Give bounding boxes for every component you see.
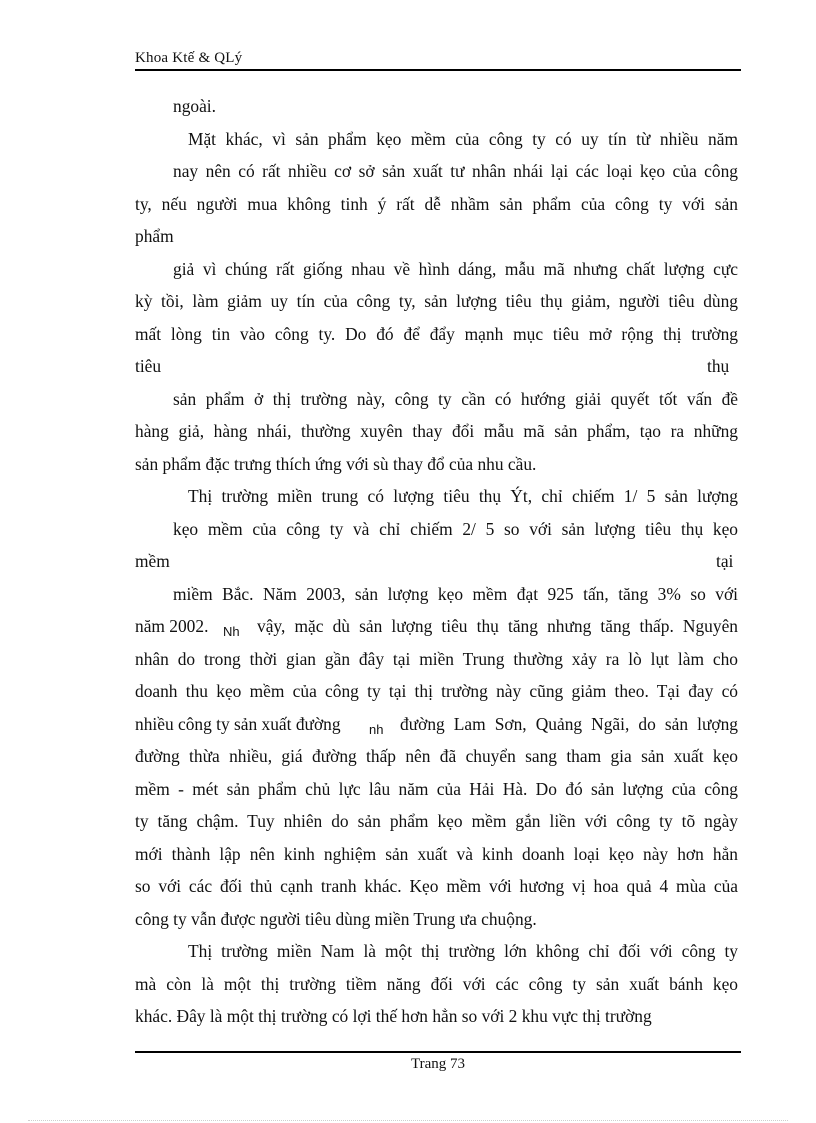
text-line: ngoài. [173,96,216,116]
text-line: khác. Đây là một thị trường có lợi thế hơn hẳn so với 2 khu vực thị trường [135,1006,652,1026]
text-line: công ty vẫn được người tiêu dùng miền Trung ưa chuộng. [135,909,537,929]
text-line: miềm Bắc. Năm 2003, sản lượng kẹo mềm đạt 925 tấn, tăng 3% so với [173,584,738,604]
header-title: Khoa Ktế & QLý [135,50,243,66]
header-divider [135,69,741,71]
text-line: giả vì chúng rất giống nhau về hình dáng, mẫu mã nhưng chất lượng cực [173,259,738,279]
text-line: năm 2002. [135,616,209,636]
text-line: đường Lam Sơn, Quảng Ngãi, do sản lượng [400,714,738,734]
footer-divider [135,1051,741,1053]
text-line: mềm - mét sản phẩm chủ lực lâu năm của Hải Hà. Do đó sản lượng của công [135,779,738,799]
text-line: kẹo mềm của công ty và chỉ chiếm 2/ 5 so với sản lượng tiêu thụ kẹo [173,519,738,539]
text-line: ty, nếu người mua không tinh ý rất dễ nhầm sản phẩm của công ty với sản [135,194,738,214]
text-line: vậy, mặc dù sản lượng tiêu thụ tăng nhưng tăng thấp. Nguyên [257,616,738,636]
text-line: doanh thu kẹo mềm của công ty tại thị trường này cũng giảm theo. Tại đay có [135,681,738,701]
page-number: Trang 73 [410,1056,466,1072]
text-line: Thị trường miền trung có lượng tiêu thụ Ýt, chỉ chiếm 1/ 5 sản lượng [188,486,738,506]
text-line: Thị trường miền Nam là một thị trường lớn không chỉ đối với công ty [188,941,738,961]
page-bottom-dotted-line [28,1120,788,1121]
text-line: mới thành lập nên kinh nghiệm sản xuất và kinh doanh loại kẹo này hơn hẳn [135,844,738,864]
text-line: tiêu [135,356,162,376]
text-line: so với các đối thủ cạnh tranh khác. Kẹo mềm với hương vị hoa quả 4 mùa của [135,876,738,896]
text-line: sản phẩm ở thị trường này, công ty cần có hướng giải quyết tốt vấn đề [173,389,738,409]
text-line: mất lòng tin vào công ty. Do đó để đẩy mạnh mục tiêu mở rộng thị trường [135,324,738,344]
text-line: sản phẩm đặc trưng thích ứng với sù thay đổ của nhu cầu. [135,454,537,474]
text-line: phẩm [135,226,174,246]
text-line: kỳ tồi, làm giảm uy tín của công ty, sản lượng tiêu thụ giảm, người tiêu dùng [135,291,738,311]
text-line: mềm [135,551,170,571]
text-line: thụ [707,356,730,376]
text-line: đường thừa nhiều, giá đường thấp nên đã chuyển sang tham gia sản xuất kẹo [135,746,738,766]
text-line: tại [716,551,734,571]
text-line: nhiều công ty sản xuất đường [135,714,341,734]
text-fragment: nh [369,722,384,737]
text-line: hàng giả, hàng nhái, thường xuyên thay đổi mẫu mã sản phẩm, tạo ra những [135,421,738,441]
text-line: nhân do trong thời gian gần đây tại miền Trung thường xảy ra lò lụt làm cho [135,649,738,669]
text-line: mà còn là một thị trường tiềm năng đối với các công ty sản xuất bánh kẹo [135,974,738,994]
text-line: ty tăng chậm. Tuy nhiên do sản phẩm kẹo mềm gắn liền với công ty tõ ngày [135,811,738,831]
text-line: nay nên có rất nhiều cơ sở sản xuất tư nhân nhái lại các loại kẹo của công [173,161,738,181]
text-line: Mặt khác, vì sản phẩm kẹo mềm của công ty có uy tín từ nhiều năm [188,129,738,149]
text-fragment: Nh [223,624,240,639]
